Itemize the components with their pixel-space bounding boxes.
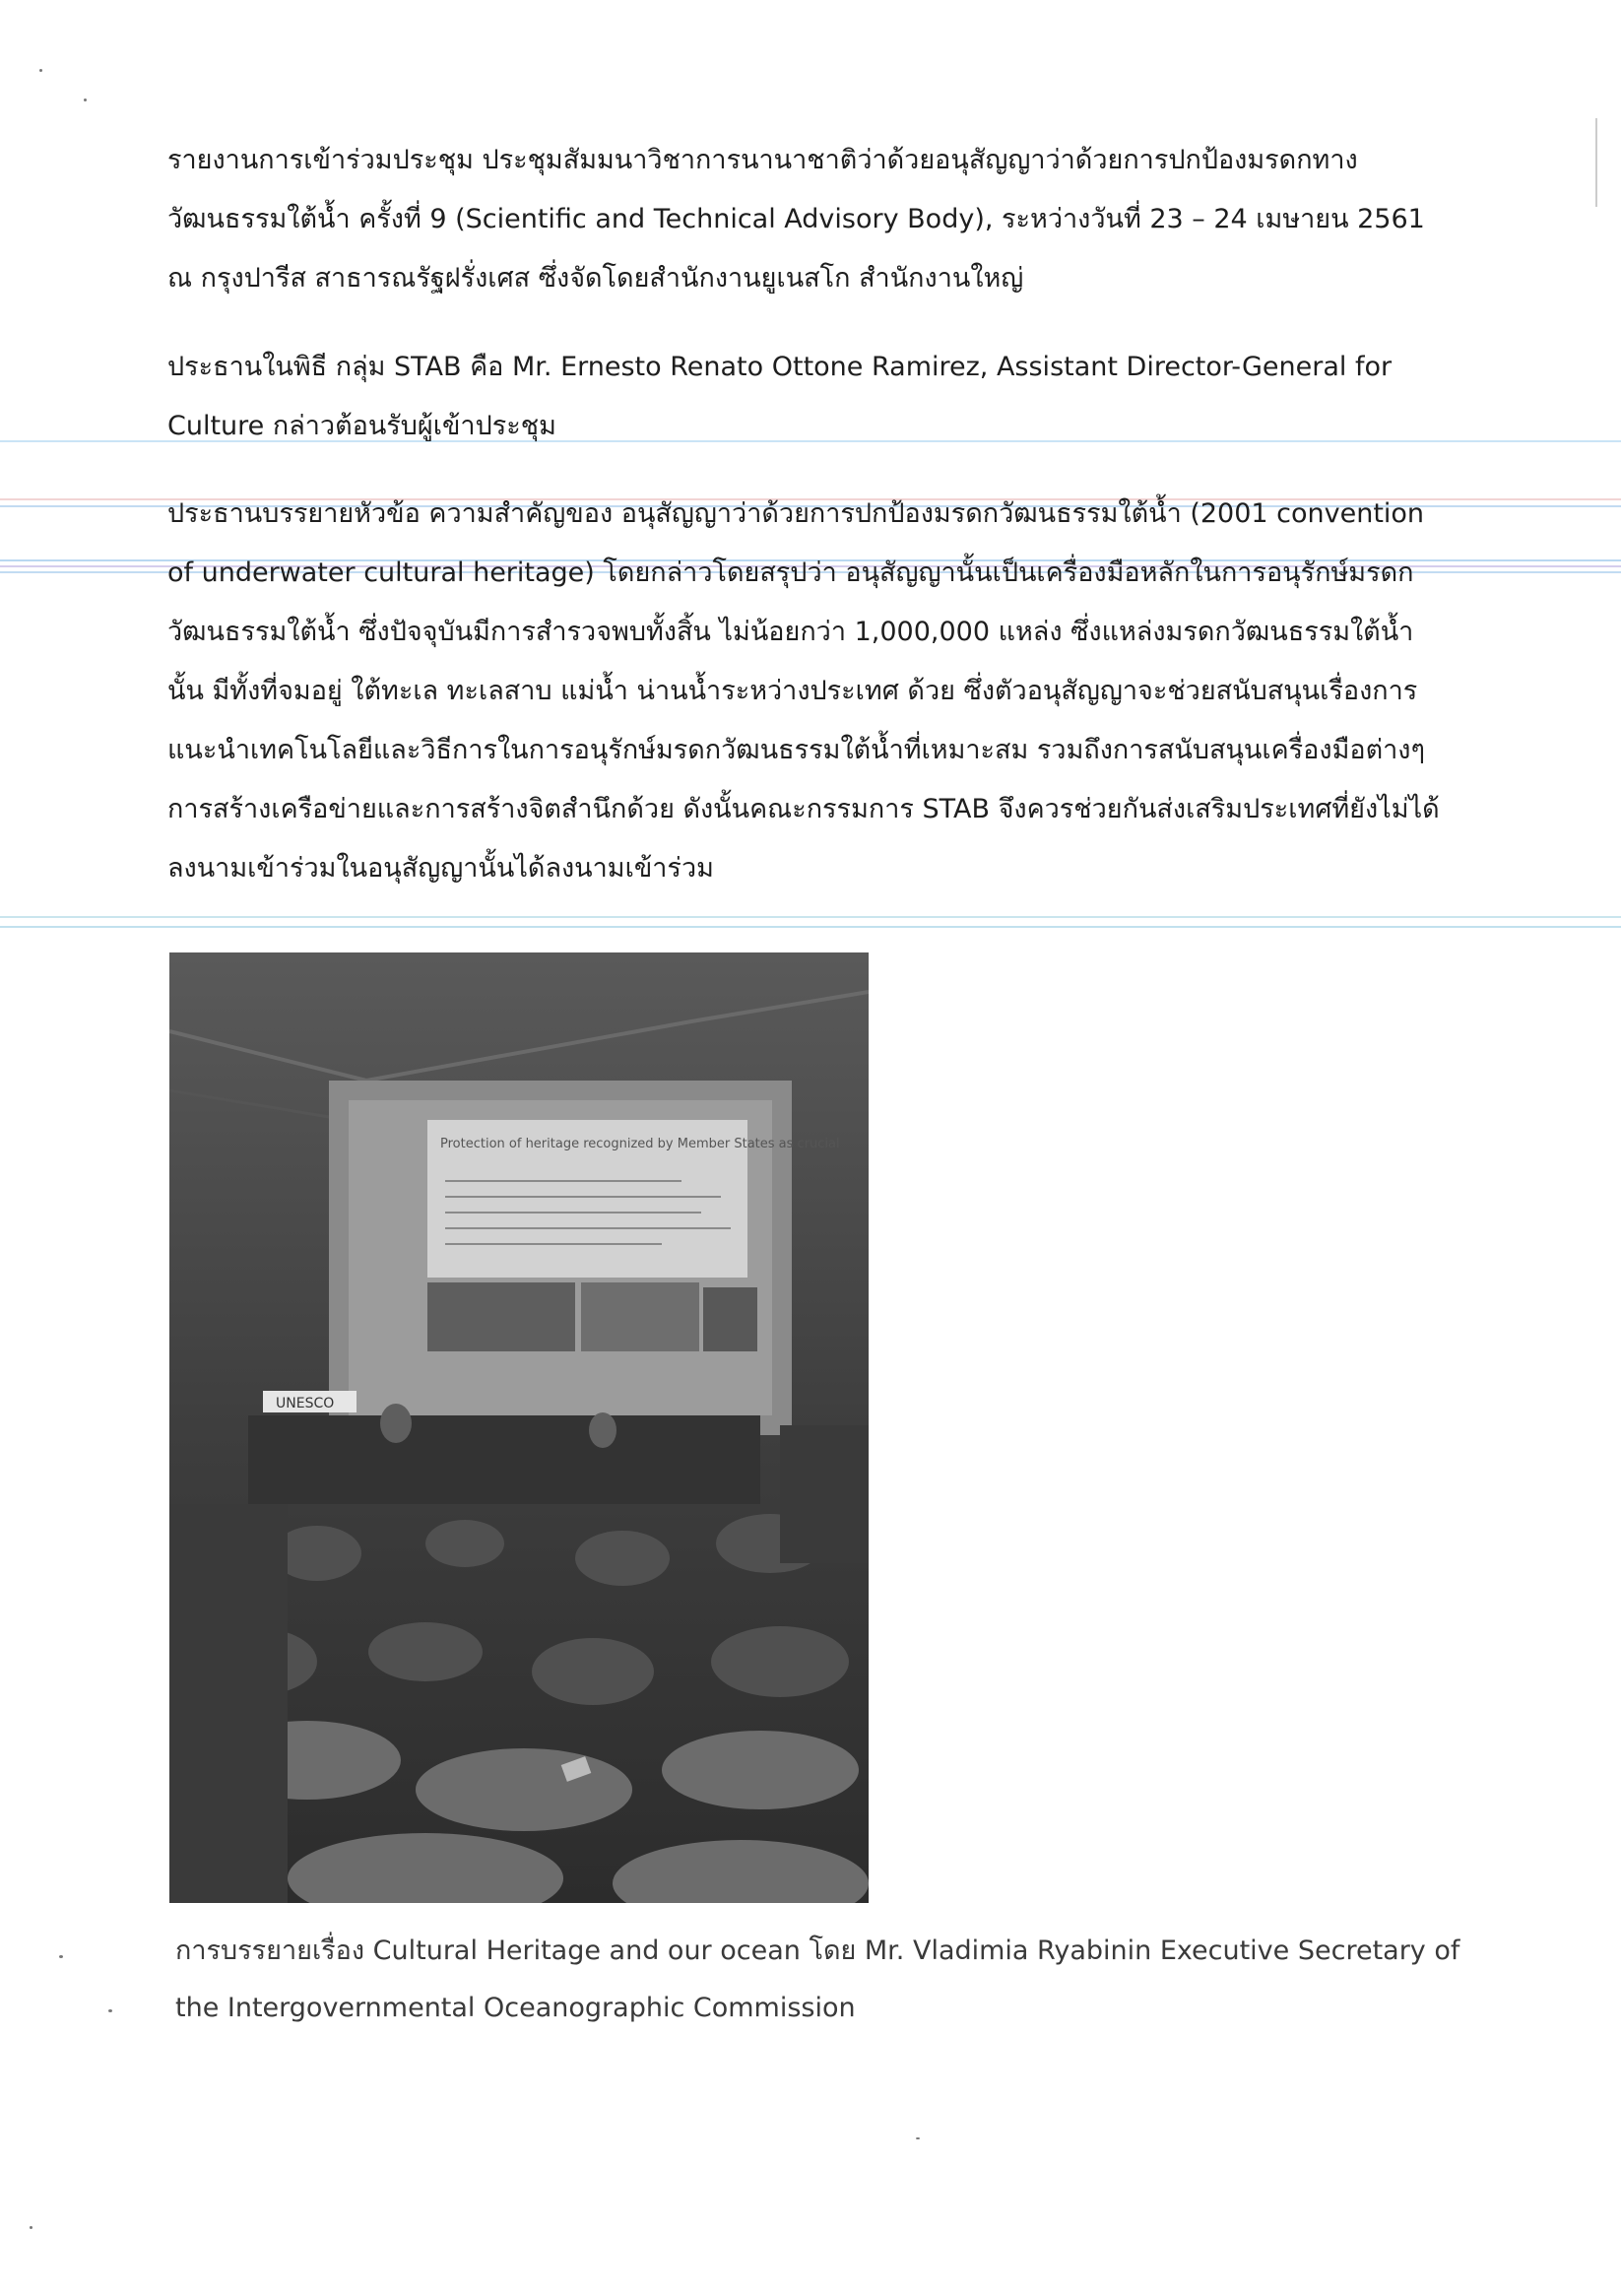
scan-speck xyxy=(30,2226,32,2229)
intro-paragraph: รายงานการเข้าร่วมประชุม ประชุมสัมมนาวิชาการนานาชาติว่าด้วยอนุสัญญาว่าด้วยการปกป้องมรดกทางวัฒนธรรมใต้น้ำ ครั้งที่ 9 (Scientific and Technical Advisory Body), ระหว่างวันที่ 23 – 24 เมษายน 2561 ณ กรุงปารีส สาธารณรัฐฝรั่งเศส ซึ่งจัดโดยสำนักงานยูเนสโก สำนักงานใหญ่ xyxy=(167,145,1425,294)
scan-speck xyxy=(39,69,42,72)
scan-speck xyxy=(1595,118,1597,207)
scan-streak xyxy=(0,926,1621,928)
slide-title: Protection of heritage recognized by Member States as crucial xyxy=(440,1137,840,1151)
scan-speck xyxy=(916,2137,920,2139)
conference-photo xyxy=(169,952,869,1903)
scan-speck xyxy=(84,98,87,101)
summary-paragraph: ประธานบรรยายหัวข้อ ความสำคัญของ อนุสัญญาว่าด้วยการปกป้องมรดกวัฒนธรรมใต้น้ำ (2001 convention of underwater cultural heritage) โดยกล่าวโดยสรุปว่า อนุสัญญานั้นเป็นเครื่องมือหลักในการอนุรักษ์มรดกวัฒนธรรมใต้น้ำ ซึ่งปัจจุบันมีการสำรวจพบทั้งสิ้น ไม่น้อยกว่า 1,000,000 แหล่ง ซึ่งแหล่งมรดกวัฒนธรรมใต้น้ำนั้น มีทั้งที่จมอยู่ ใต้ทะเล ทะเลสาบ แม่น้ำ น่านน้ำระหว่างประเทศ ด้วย ซึ่งตัวอนุสัญญาจะช่วยสนับสนุนเรื่องการแนะนำเทคโนโลยีและวิธีการในการอนุรักษ์มรดกวัฒนธรรมใต้น้ำที่เหมาะสม รวมถึงการสนับสนุนเครื่องมือต่างๆ การสร้างเครือข่ายและการสร้างจิตสำนึกด้วย ดังนั้นคณะกรรมการ STAB จึงควรช่วยกันส่งเสริมประเทศที่ยังไม่ได้ลงนามเข้าร่วมในอนุสัญญานั้นได้ลงนามเข้าร่วม xyxy=(167,498,1440,884)
chair-paragraph: ประธานในพิธี กลุ่ม STAB คือ Mr. Ernesto Renato Ottone Ramirez, Assistant Director-General for Culture กล่าวต้อนรับผู้เข้าประชุม xyxy=(167,352,1393,441)
scan-speck xyxy=(59,1955,63,1958)
photo-caption: การบรรยายเรื่อง Cultural Heritage and our ocean โดย Mr. Vladimia Ryabinin Executive Secretary of the Intergovernmental Oceanographic Commission xyxy=(175,1935,1460,2023)
scan-speck xyxy=(108,2009,112,2012)
scan-streak xyxy=(0,916,1621,918)
name-plate-text: UNESCO xyxy=(276,1396,335,1411)
